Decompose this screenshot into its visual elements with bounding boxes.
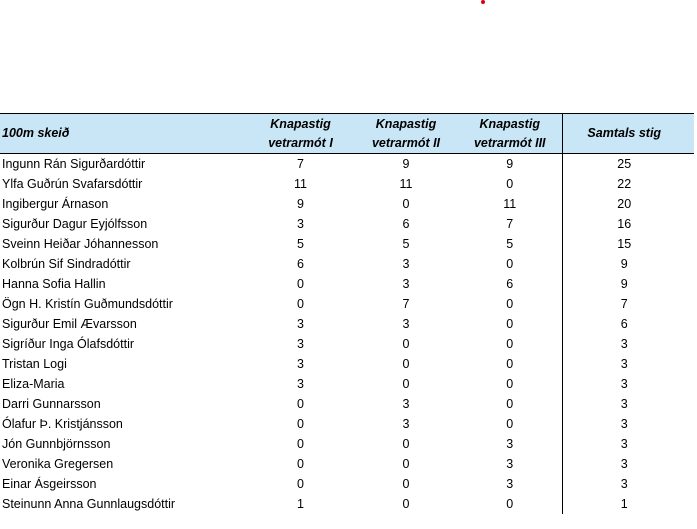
total-points-cell: 3	[562, 354, 694, 374]
round-1-points-cell: 3	[297, 377, 304, 391]
rider-name-cell: Sigríður Inga Ólafsdóttir	[2, 337, 135, 351]
round-3-points-cell: 0	[506, 337, 514, 351]
total-points-cell: 1	[562, 494, 694, 514]
round-1-points-cell: 3	[297, 317, 304, 331]
round-3-points-cell: 9	[506, 157, 514, 171]
rider-name-cell: Jón Gunnbjörnsson	[2, 437, 111, 451]
table-row	[0, 414, 694, 434]
rider-name-cell: Sveinn Heiðar Jóhannesson	[2, 237, 159, 251]
table-row	[0, 354, 694, 374]
round-2-points-cell: 0	[402, 197, 410, 211]
rider-name-cell: Darri Gunnarsson	[2, 397, 101, 411]
total-points-cell: 15	[562, 234, 694, 254]
round-2-points-cell: 0	[402, 357, 410, 371]
rider-name-cell: Veronika Gregersen	[2, 457, 114, 471]
round-3-points-cell: 0	[506, 497, 514, 511]
rider-name-cell: Ögn H. Kristín Guðmundsdóttir	[2, 297, 173, 311]
rider-name-cell: Ylfa Guðrún Svafarsdóttir	[2, 177, 143, 191]
round-3-points-cell: 3	[506, 457, 514, 471]
round-1-points-cell: 3	[297, 357, 304, 371]
header-total-label: Samtals stig	[587, 126, 662, 140]
round-2-points-cell: 3	[402, 277, 410, 291]
round-1-points-cell: 0	[297, 297, 304, 311]
round-2-points-cell: 3	[402, 257, 410, 271]
rider-name-cell: Sigurður Emil Ævarsson	[2, 317, 137, 331]
round-3-points-cell: 0	[506, 397, 514, 411]
round-1-points-cell: 3	[297, 337, 304, 351]
round-2-points-cell: 0	[402, 377, 410, 391]
total-points-cell: 16	[562, 214, 694, 234]
total-points-cell: 7	[562, 294, 694, 314]
total-points-cell: 20	[562, 194, 694, 214]
header-row	[0, 114, 694, 154]
header-round-2-line2: vetrarmót II	[371, 135, 441, 150]
header-round-2	[354, 114, 458, 154]
header-event-label: 100m skeið	[2, 126, 70, 140]
rider-name-cell: Eliza-Maria	[2, 377, 65, 391]
rider-name-cell: Ingunn Rán Sigurðardóttir	[2, 157, 146, 171]
total-points-cell: 22	[562, 174, 694, 194]
table-row	[0, 254, 694, 274]
round-2-points-cell: 11	[399, 177, 413, 191]
total-points-cell: 6	[562, 314, 694, 334]
table-row	[0, 154, 694, 175]
round-3-points-cell: 0	[506, 417, 514, 431]
table-row	[0, 174, 694, 194]
rider-name-cell: Tristan Logi	[2, 357, 67, 371]
round-2-points-cell: 0	[402, 437, 410, 451]
round-1-points-cell: 3	[297, 217, 304, 231]
header-round-1	[247, 114, 354, 154]
round-1-points-cell: 0	[297, 477, 304, 491]
rider-name-cell: Ingibergur Árnason	[2, 197, 109, 211]
round-1-points-cell: 0	[297, 417, 304, 431]
total-points-cell: 9	[562, 254, 694, 274]
rider-name-cell: Kolbrún Sif Sindradóttir	[2, 257, 131, 271]
round-3-points-cell: 0	[506, 297, 514, 311]
round-3-points-cell: 0	[506, 177, 514, 191]
total-points-cell: 25	[562, 154, 694, 175]
round-3-points-cell: 3	[506, 437, 514, 451]
table-row	[0, 374, 694, 394]
header-round-1-line1: Knapastig	[270, 116, 331, 131]
standings-table	[0, 113, 694, 514]
round-1-points-cell: 1	[297, 497, 304, 511]
round-2-points-cell: 5	[402, 237, 410, 251]
total-points-cell: 3	[562, 454, 694, 474]
round-2-points-cell: 0	[402, 477, 410, 491]
table-row	[0, 474, 694, 494]
table-row	[0, 434, 694, 454]
round-2-points-cell: 0	[402, 457, 410, 471]
table-row	[0, 194, 694, 214]
round-2-points-cell: 6	[402, 217, 410, 231]
table-row	[0, 334, 694, 354]
round-3-points-cell: 7	[506, 217, 514, 231]
round-1-points-cell: 11	[294, 177, 307, 191]
round-2-points-cell: 9	[402, 157, 410, 171]
header-round-3	[458, 114, 562, 154]
round-3-points-cell: 6	[506, 277, 514, 291]
rider-name-cell: Ólafur Þ. Kristjánsson	[2, 417, 123, 431]
table-row	[0, 394, 694, 414]
total-points-cell: 3	[562, 374, 694, 394]
round-3-points-cell: 0	[506, 317, 514, 331]
total-points-cell: 3	[562, 394, 694, 414]
rider-name-cell: Einar Ásgeirsson	[2, 477, 97, 491]
table-row	[0, 314, 694, 334]
header-round-2-line1: Knapastig	[375, 116, 437, 131]
round-2-points-cell: 3	[402, 417, 410, 431]
round-3-points-cell: 0	[506, 257, 514, 271]
table-row	[0, 494, 694, 514]
total-points-cell: 3	[562, 474, 694, 494]
table-row	[0, 294, 694, 314]
rider-name-cell: Sigurður Dagur Eyjólfsson	[2, 217, 148, 231]
header-round-1-line2: vetrarmót I	[268, 135, 333, 150]
rider-name-cell: Hanna Sofia Hallin	[2, 277, 106, 291]
table-row	[0, 214, 694, 234]
total-points-cell: 3	[562, 434, 694, 454]
total-points-cell: 9	[562, 274, 694, 294]
table-row	[0, 454, 694, 474]
round-3-points-cell: 0	[506, 377, 514, 391]
round-1-points-cell: 9	[297, 197, 304, 211]
round-3-points-cell: 5	[506, 237, 514, 251]
table-row	[0, 274, 694, 294]
round-1-points-cell: 7	[297, 157, 304, 171]
table-body	[0, 154, 694, 515]
round-2-points-cell: 7	[402, 297, 410, 311]
round-3-points-cell: 3	[506, 477, 514, 491]
round-1-points-cell: 0	[297, 457, 304, 471]
header-total	[562, 114, 694, 154]
header-event	[0, 114, 247, 154]
round-1-points-cell: 0	[297, 397, 304, 411]
round-3-points-cell: 11	[503, 197, 517, 211]
round-2-points-cell: 3	[402, 397, 410, 411]
red-marker-dot	[481, 0, 485, 4]
round-2-points-cell: 0	[402, 337, 410, 351]
round-1-points-cell: 5	[297, 237, 304, 251]
round-1-points-cell: 0	[297, 437, 304, 451]
header-round-3-line1: Knapastig	[479, 116, 540, 131]
total-points-cell: 3	[562, 334, 694, 354]
total-points-cell: 3	[562, 414, 694, 434]
header-round-3-line2: vetrarmót III	[473, 135, 546, 150]
table-row	[0, 234, 694, 254]
rider-name-cell: Steinunn Anna Gunnlaugsdóttir	[2, 497, 176, 511]
round-1-points-cell: 6	[297, 257, 304, 271]
round-3-points-cell: 0	[506, 357, 514, 371]
round-2-points-cell: 0	[402, 497, 410, 511]
round-2-points-cell: 3	[402, 317, 410, 331]
round-1-points-cell: 0	[297, 277, 304, 291]
